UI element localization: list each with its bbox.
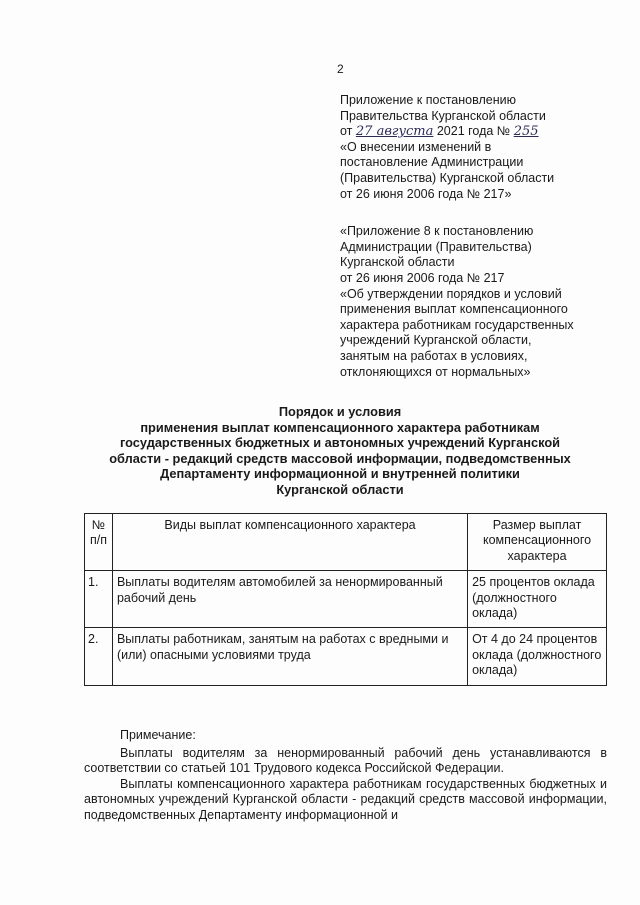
appendix-line: отклоняющихся от нормальных» [340,364,531,379]
appendix-line: (Правительства) Курганской области [340,170,555,185]
appendix-line: Правительства Курганской области [340,108,546,123]
note-section [84,728,607,824]
date-middle: 2021 года № [436,124,511,139]
appendix-line: занятым на работах в условиях, [340,348,528,363]
table-row [85,628,607,685]
header-payment-amount: Размер выплат компенсационного характера [468,514,607,571]
row-payment-type: Выплаты работникам, занятым на работах с вредными и (или) опасными условиями труда [112,628,467,685]
title-line: государственных бюджетных и автономных учреждений Курганской [119,435,561,450]
appendix-date-line [340,124,610,140]
appendix-line: Курганской области [340,255,455,270]
appendix-line: «Об утверждении порядков и условий [340,286,562,301]
row-payment-amount: От 4 до 24 процентов оклада (должностного оклада) [468,628,607,685]
title-line: применения выплат компенсационного характера работникам [140,419,540,435]
date-prefix: от [340,124,353,139]
table-row [85,571,607,628]
handwritten-date: 27 августа [355,124,434,140]
title-line: Департаменту информационной и внутренней политики [160,466,520,481]
note-paragraph: Выплаты водителям за ненормированный рабочий день устанавливаются в соответствии со статьей 101 Трудового кодекса Российской Федерации. [84,745,607,776]
appendix-line: Администрации (Правительства) [340,239,532,254]
header-number: № п/п [85,514,113,571]
payments-table [84,513,607,686]
handwritten-number: 255 [513,124,539,140]
header-payment-type: Виды выплат компенсационного характера [112,514,467,571]
appendix-line: от 26 июня 2006 года № 217 [340,270,505,285]
appendix-line: характера работникам государственных [340,317,574,332]
document-title [80,404,600,497]
title-line: области - редакций средств массовой информации, подведомственных [109,450,571,466]
title-line: Порядок и условия [278,404,402,419]
table-header-row [85,514,607,571]
appendix-line: Приложение к постановлению [340,93,516,107]
row-payment-type: Выплаты водителям автомобилей за ненормированный рабочий день [112,571,467,628]
row-payment-amount: 25 процентов оклада (должностного оклада) [468,571,607,628]
appendix-block [340,93,610,380]
note-heading: Примечание: [120,728,196,742]
appendix-line: учреждений Курганской области, [340,333,532,348]
appendix-line: постановление Администрации [340,155,524,170]
appendix-line: «О внесении изменений в [340,139,492,154]
note-paragraph: Выплаты компенсационного характера работникам государственных бюджетных и автономных учреждений Курганской области - редакций средств массовой информации, подведомственных Департаменту информационной и [84,776,607,822]
appendix-line: «Приложение 8 к постановлению [340,224,534,239]
title-line: Курганской области [276,481,404,497]
row-number: 1. [85,571,113,628]
row-number: 2. [85,628,113,685]
appendix-line: от 26 июня 2006 года № 217» [340,186,512,201]
page-number: 2 [337,62,344,76]
spacer [340,202,610,224]
appendix-line: применения выплат компенсационного [340,302,568,317]
